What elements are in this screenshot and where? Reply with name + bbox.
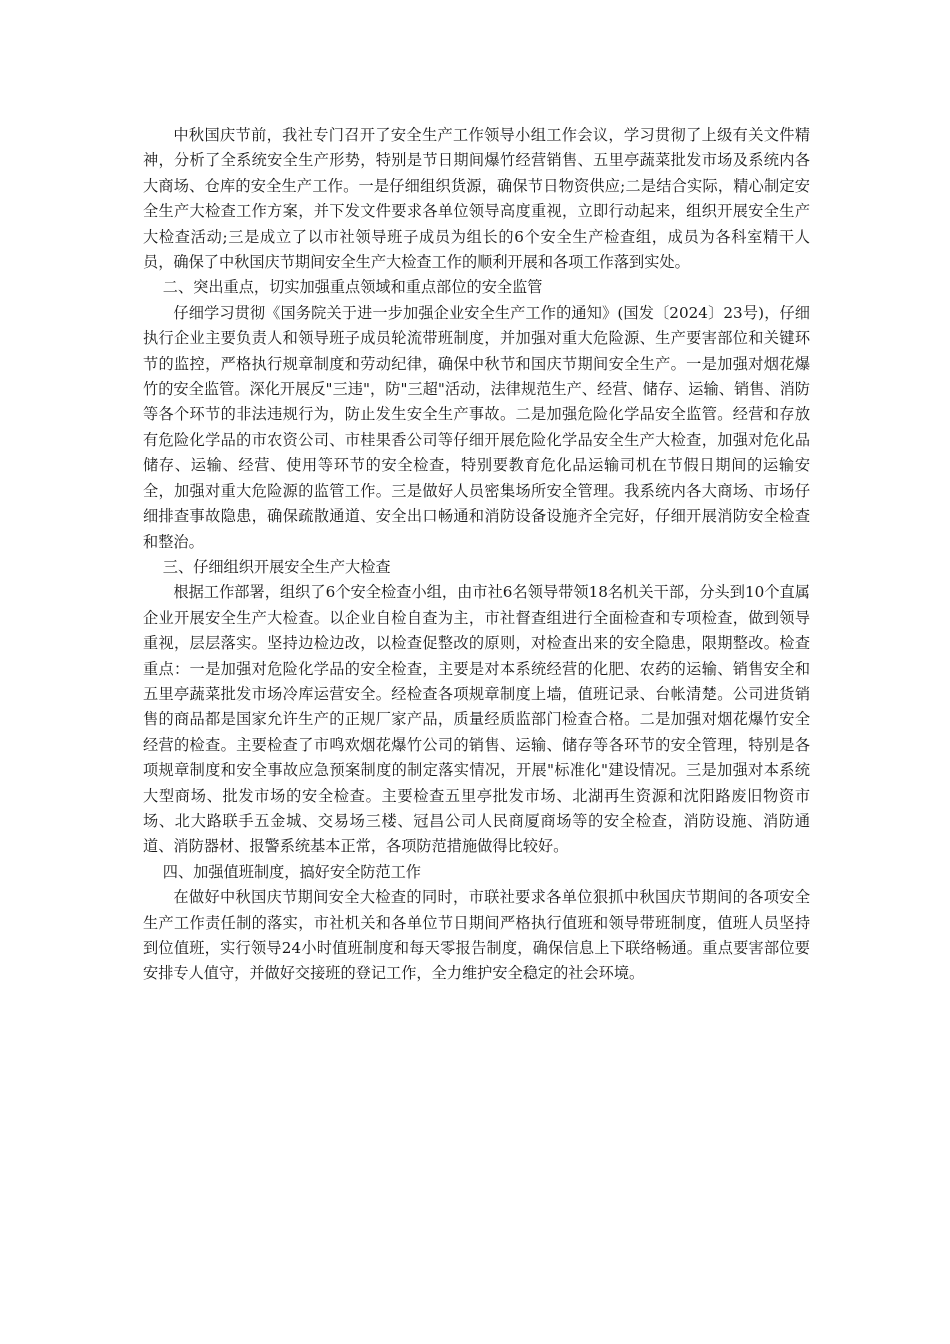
paragraph-section-2: 仔细学习贯彻《国务院关于进一步加强企业安全生产工作的通知》(国发〔2024〕23号)，仔细执行企业主要负责人和领导班子成员轮流带班制度，并加强对重大危险源、生产要害部位和关键环节的监控，严格执行规章制度和劳动纪律，确保中秋节和国庆节期间安全生产。一是加强对烟花爆竹的安全监管。深化开展反"三违"，防"三超"活动，法律规范生产、经营、储存、运输、销售、消防等各个环节的非法违规行为，防止发生安全生产事故。二是加强危险化学品安全监管。经营和存放有危险化学品的市农资公司、市桂果香公司等仔细开展危险化学品安全生产大检查，加强对危化品储存、运输、经营、使用等环节的安全检查，特别要教育危化品运输司机在节假日期间的运输安全，加强对重大危险源的监管工作。三是做好人员密集场所安全管理。我系统内各大商场、市场仔细排查事故隐患，确保疏散通道、安全出口畅通和消防设备设施齐全完好，仔细开展消防安全检查和整治。 — [143, 303, 810, 551]
section-heading-2: 二、突出重点，切实加强重点领域和重点部位的安全监管 — [162, 278, 543, 297]
document-body — [143, 123, 810, 987]
section-heading-3: 三、仔细组织开展安全生产大检查 — [162, 557, 391, 576]
paragraph-section-4: 在做好中秋国庆节期间安全大检查的同时，市联社要求各单位狠抓中秋国庆节期间的各项安全生产工作责任制的落实，市社机关和各单位节日期间严格执行值班和领导带班制度，值班人员坚持到位值班，实行领导24小时值班制度和每天零报告制度，确保信息上下联络畅通。重点要害部位要安排专人值守，并做好交接班的登记工作，全力维护安全稳定的社会环境。 — [143, 888, 810, 983]
paragraph-intro: 中秋国庆节前，我社专门召开了安全生产工作领导小组工作会议，学习贯彻了上级有关文件精神，分析了全系统安全生产形势，特别是节日期间爆竹经营销售、五里亭蔬菜批发市场及系统内各大商场、仓库的安全生产工作。一是仔细组织货源，确保节日物资供应;二是结合实际，精心制定安全生产大检查工作方案，并下发文件要求各单位领导高度重视，立即行动起来，组织开展安全生产大检查活动;三是成立了以市社领导班子成员为组长的6个安全生产检查组，成员为各科室精干人员，确保了中秋国庆节期间安全生产大检查工作的顺利开展和各项工作落到实处。 — [143, 126, 810, 272]
section-heading-4: 四、加强值班制度，搞好安全防范工作 — [162, 862, 421, 881]
paragraph-section-3: 根据工作部署，组织了6个安全检查小组，由市社6名领导带领18名机关干部，分头到10个直属企业开展安全生产大检查。以企业自检自查为主，市社督查组进行全面检查和专项检查，做到领导重视，层层落实。坚持边检边改，以检查促整改的原则，对检查出来的安全隐患，限期整改。检查重点：一是加强对危险化学品的安全检查，主要是对本系统经营的化肥、农药的运输、销售安全和五里亭蔬菜批发市场冷库运营安全。经检查各项规章制度上墙，值班记录、台帐清楚。公司进货销售的商品都是国家允许生产的正规厂家产品，质量经质监部门检查合格。二是加强对烟花爆竹安全经营的检查。主要检查了市鸣欢烟花爆竹公司的销售、运输、储存等各环节的安全管理，特别是各项规章制度和安全事故应急预案制度的制定落实情况，开展"标准化"建设情况。三是加强对本系统大型商场、批发市场的安全检查。主要检查五里亭批发市场、北湖再生资源和沈阳路废旧物资市场、北大路联手五金城、交易场三楼、冠昌公司人民商厦商场等的安全检查，消防设施、消防通道、消防器材、报警系统基本正常，各项防范措施做得比较好。 — [143, 583, 810, 856]
